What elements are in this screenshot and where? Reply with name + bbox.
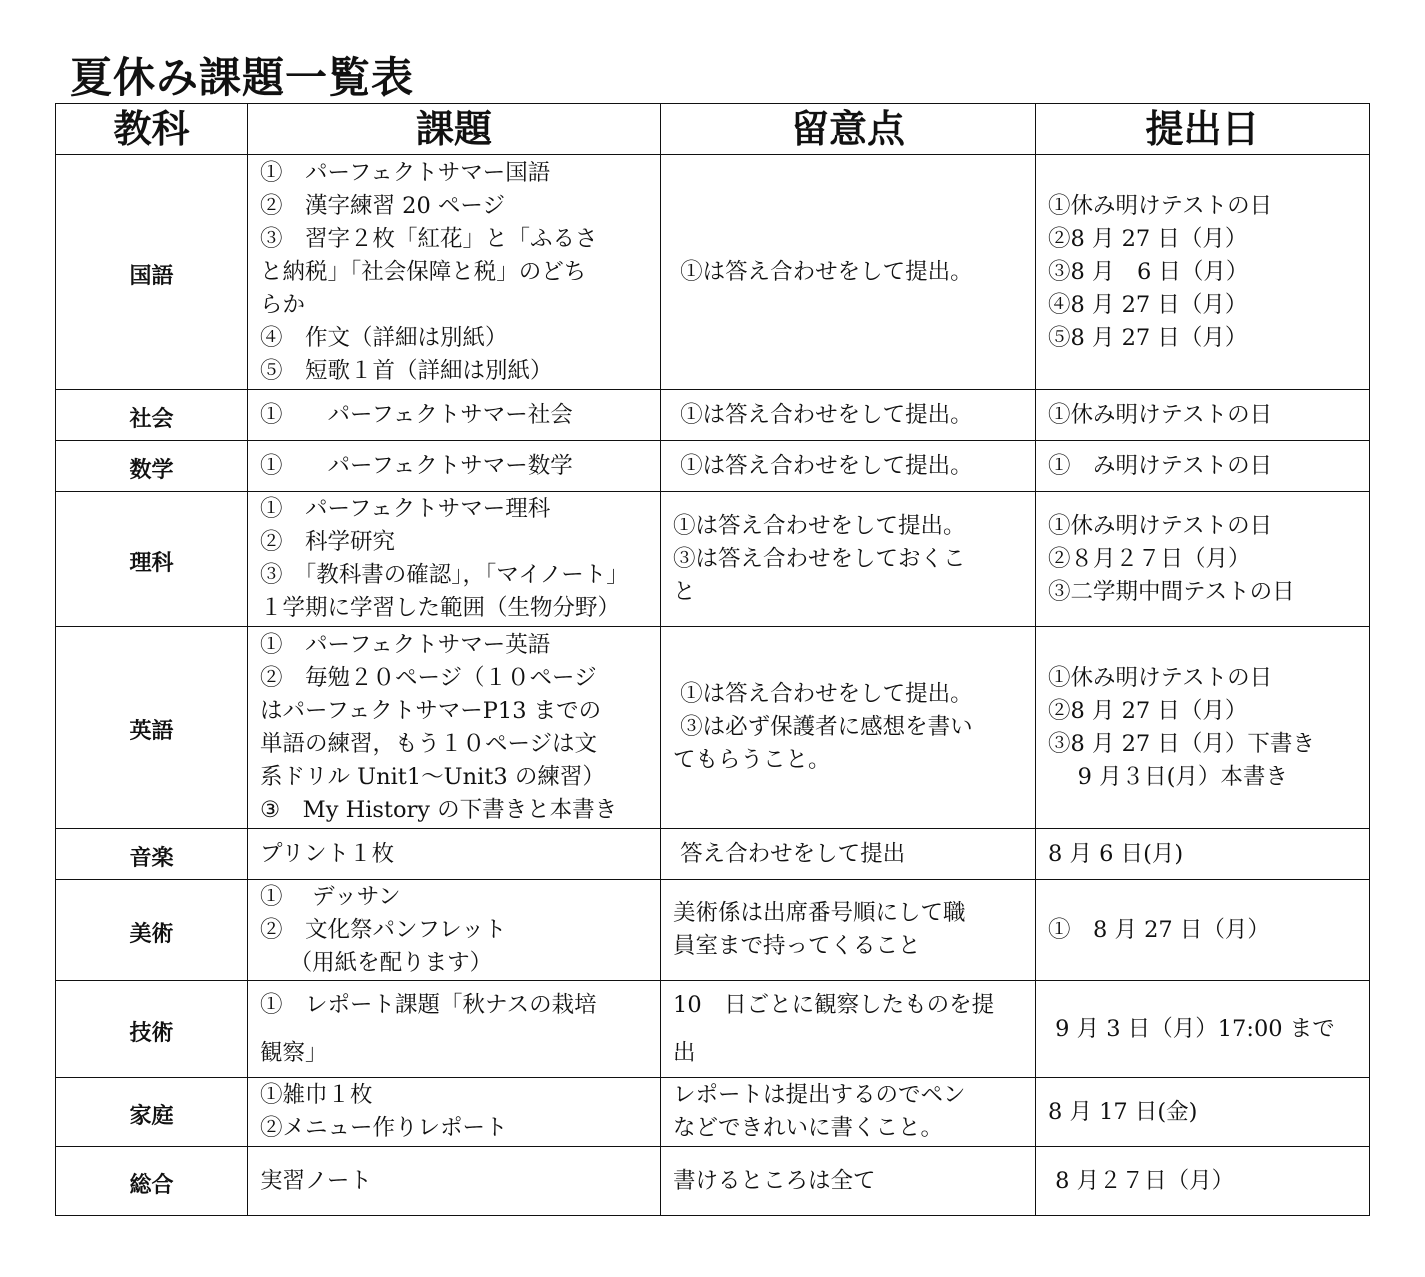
task-line: と納税」「社会保障と税」のどち [260,258,587,285]
subject-cell: 英語 [56,627,248,829]
due-line: ①休み明けテストの日 [1048,192,1273,219]
task-cell [248,1078,661,1147]
table-row-sogo [56,1147,1370,1216]
notes-line: 10 日ごとに観察したものを提 [673,992,995,1018]
notes-cell [661,492,1036,627]
assignment-table [55,103,1370,1216]
task-line: ③ 「教科書の確認」，「マイノート」 [260,562,629,588]
notes-cell [661,441,1036,492]
subject-cell: 理科 [56,492,248,627]
notes-cell [661,880,1036,981]
due-cell [1036,1078,1370,1147]
task-cell [248,492,661,627]
header-row [56,104,1370,155]
header-subject: 教科 [56,104,248,155]
subject-cell: 美術 [56,880,248,981]
header-task: 課題 [248,104,661,155]
task-line: ① パーフェクトサマー国語 [260,159,551,186]
due-line: 8 月２７日（月） [1048,1167,1235,1194]
notes-cell [661,1147,1036,1216]
task-line: 単語の練習，もう１０ページは文 [260,730,598,757]
table-row-gijutsu [56,981,1370,1078]
task-cell [248,880,661,981]
task-cell [248,981,661,1078]
notes-line: ①は答え合わせをして提出。 [673,401,973,428]
task-cell [248,1147,661,1216]
due-line: ①休み明けテストの日 [1048,512,1273,539]
table-row-katei [56,1078,1370,1147]
task-line: ②メニュー作りレポート [260,1115,508,1141]
task-line: ② 文化祭パンフレット [260,916,507,943]
notes-line: ③は答え合わせをしておくこ [673,545,966,572]
task-cell [248,627,661,829]
notes-cell [661,390,1036,441]
subject-cell: 国語 [56,155,248,390]
task-cell [248,155,661,390]
page-title: 夏休み課題一覧表 [70,53,415,102]
task-line: ② 漢字練習 20 ページ [260,192,505,219]
notes-line: てもらうこと。 [673,747,831,773]
task-line: はパーフェクトサマーP13 までの [260,697,602,724]
notes-line: 員室まで持ってくること [673,933,921,959]
task-line: 系ドリル Unit1～Unit3 の練習） [260,763,605,790]
notes-line: 美術係は出席番号順にして職 [673,900,966,926]
notes-line: と [673,578,696,605]
task-line: ① パーフェクトサマー理科 [260,496,551,522]
due-cell [1036,492,1370,627]
subject-cell: 社会 [56,390,248,441]
due-line: ③二学期中間テストの日 [1048,578,1295,605]
task-line: ① パーフェクトサマー社会 [260,401,573,428]
table-row-shakai [56,390,1370,441]
notes-cell [661,829,1036,880]
notes-cell [661,1078,1036,1147]
due-line: ②８月２７日（月） [1048,545,1251,572]
due-cell [1036,441,1370,492]
table-row-bijutsu [56,880,1370,981]
notes-line: などできれいに書くこと。 [673,1115,944,1141]
due-line: ②8 月 27 日（月） [1048,225,1248,252]
due-cell [1036,627,1370,829]
due-line: ⑤8 月 27 日（月） [1048,324,1248,351]
due-line: 9 月 3 日（月）17:00 まで [1048,1016,1335,1042]
notes-line: ①は答え合わせをして提出。 [673,681,973,707]
header-due: 提出日 [1036,104,1370,155]
due-line: ④8 月 27 日（月） [1048,291,1248,318]
notes-line: 書けるところは全て [673,1167,876,1194]
task-line: ①雑巾１枚 [260,1082,373,1108]
task-cell [248,829,661,880]
subject-cell: 家庭 [56,1078,248,1147]
table-row-kokugo [56,155,1370,390]
task-line: ③ 習字２枚「紅花」と「ふるさ [260,225,598,252]
due-cell [1036,1147,1370,1216]
due-line: ①休み明けテストの日 [1048,664,1273,691]
notes-line: ①は答え合わせをして提出。 [673,512,966,539]
task-line: ③ My History の下書きと本書き [260,796,618,823]
header-notes: 留意点 [661,104,1036,155]
table-row-eigo [56,627,1370,829]
subject-cell: 技術 [56,981,248,1078]
notes-line: ①は答え合わせをして提出。 [673,258,973,285]
due-line: ① 8 月 27 日（月） [1048,916,1270,943]
notes-line: 答え合わせをして提出 [673,840,906,867]
task-line: らか [260,291,306,318]
due-line: 8 月 6 日(月) [1048,840,1184,867]
task-line: ⑤ 短歌１首（詳細は別紙） [260,357,553,384]
due-cell [1036,390,1370,441]
due-line: ①休み明けテストの日 [1048,401,1273,428]
task-line: １学期に学習した範囲（生物分野） [260,595,621,621]
table-row-sugaku [56,441,1370,492]
notes-line: レポートは提出するのでペン [673,1082,966,1108]
task-line: ① パーフェクトサマー英語 [260,631,551,658]
task-line: ① レポート課題「秋ナスの栽培 [260,992,597,1018]
task-cell [248,441,661,492]
notes-cell [661,627,1036,829]
subject-cell: 数学 [56,441,248,492]
task-line: （用紙を配ります） [260,949,493,976]
due-cell [1036,829,1370,880]
task-line: 観察」 [260,1040,328,1066]
subject-cell: 音楽 [56,829,248,880]
notes-cell [661,155,1036,390]
due-cell [1036,880,1370,981]
due-line: 9 月３日(月）本書き [1048,763,1288,790]
due-cell [1036,981,1370,1078]
task-line: ② 科学研究 [260,529,396,555]
task-line: プリント１枚 [260,840,395,867]
due-line: 8 月 17 日(金) [1048,1098,1198,1125]
notes-line: ③は必ず保護者に感想を書い [673,714,973,740]
notes-line: ①は答え合わせをして提出。 [673,452,973,479]
task-line: ④ 作文（詳細は別紙） [260,324,508,351]
due-line: ③8 月 27 日（月）下書き [1048,730,1315,757]
table-row-ongaku [56,829,1370,880]
notes-cell [661,981,1036,1078]
task-line: ① パーフェクトサマー数学 [260,452,573,479]
task-line: ② 毎勉２０ページ（１０ページ [260,664,597,691]
subject-cell: 総合 [56,1147,248,1216]
due-line: ②8 月 27 日（月） [1048,697,1248,724]
task-line: 実習ノート [260,1167,372,1194]
notes-line: 出 [673,1040,696,1066]
table-row-rika [56,492,1370,627]
due-cell [1036,155,1370,390]
due-line: ③8 月 6 日（月） [1048,258,1249,285]
due-line: ① み明けテストの日 [1048,452,1273,479]
task-line: ① デッサン [260,883,401,910]
task-cell [248,390,661,441]
